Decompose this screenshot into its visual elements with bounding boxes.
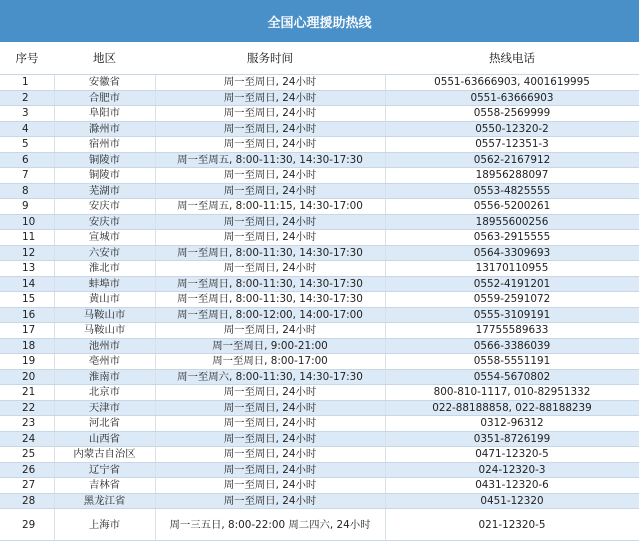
- row-number: 11: [0, 230, 54, 246]
- table-row: [0, 183, 639, 199]
- row-hotline-phone: 0553-4825555: [385, 183, 639, 199]
- row-hotline-phone: 0556-5200261: [385, 199, 639, 215]
- header-no: 序号: [0, 42, 54, 75]
- table-row: [0, 75, 639, 91]
- table-row: [0, 323, 639, 339]
- row-number: 10: [0, 214, 54, 230]
- row-service-time: 周一至周日, 24小时: [155, 400, 385, 416]
- table-row: [0, 168, 639, 184]
- row-service-time: 周一至周日, 8:00-17:00: [155, 354, 385, 370]
- row-service-time: 周一至周日, 24小时: [155, 478, 385, 494]
- row-region: 马鞍山市: [54, 307, 155, 323]
- row-hotline-phone: 17755589633: [385, 323, 639, 339]
- table-row: [0, 261, 639, 277]
- row-number: 13: [0, 261, 54, 277]
- table-row: [0, 137, 639, 153]
- table-row: [0, 478, 639, 494]
- row-number: 23: [0, 416, 54, 432]
- row-region: 宿州市: [54, 137, 155, 153]
- table-row: [0, 106, 639, 122]
- row-hotline-phone: 022-88188858, 022-88188239: [385, 400, 639, 416]
- row-region: 滁州市: [54, 121, 155, 137]
- row-service-time: 周一至周日, 24小时: [155, 447, 385, 463]
- row-region: 六安市: [54, 245, 155, 261]
- row-hotline-phone: 18955600256: [385, 214, 639, 230]
- table-row: [0, 121, 639, 137]
- row-number: 25: [0, 447, 54, 463]
- row-region: 马鞍山市: [54, 323, 155, 339]
- row-region: 山西省: [54, 431, 155, 447]
- row-service-time: 周一至周日, 24小时: [155, 214, 385, 230]
- table-row: [0, 214, 639, 230]
- table-row: [0, 292, 639, 308]
- row-number: 6: [0, 152, 54, 168]
- table-row: [0, 369, 639, 385]
- row-number: 16: [0, 307, 54, 323]
- row-region: 河北省: [54, 416, 155, 432]
- table-row: [0, 385, 639, 401]
- table-row: [0, 338, 639, 354]
- row-hotline-phone: 0554-5670802: [385, 369, 639, 385]
- row-service-time: 周一至周日, 24小时: [155, 462, 385, 478]
- header-row: [0, 42, 639, 75]
- row-hotline-phone: 0351-8726199: [385, 431, 639, 447]
- row-number: 1: [0, 75, 54, 91]
- row-region: 辽宁省: [54, 462, 155, 478]
- row-number: 2: [0, 90, 54, 106]
- row-number: 15: [0, 292, 54, 308]
- row-service-time: 周一至周六, 8:00-11:30, 14:30-17:30: [155, 369, 385, 385]
- row-service-time: 周一至周日, 24小时: [155, 261, 385, 277]
- table-row: [0, 462, 639, 478]
- row-number: 14: [0, 276, 54, 292]
- row-number: 26: [0, 462, 54, 478]
- row-region: 上海市: [54, 509, 155, 541]
- row-hotline-phone: 0558-5551191: [385, 354, 639, 370]
- row-hotline-phone: 0559-2591072: [385, 292, 639, 308]
- row-service-time: 周一至周日, 24小时: [155, 431, 385, 447]
- row-region: 安庆市: [54, 214, 155, 230]
- row-service-time: 周一至周日, 24小时: [155, 323, 385, 339]
- table-row: [0, 245, 639, 261]
- row-region: 北京市: [54, 385, 155, 401]
- row-service-time: 周一三五日, 8:00-22:00 周二四六, 24小时: [155, 509, 385, 541]
- table-row: [0, 447, 639, 463]
- row-number: 17: [0, 323, 54, 339]
- row-hotline-phone: 0312-96312: [385, 416, 639, 432]
- row-number: 5: [0, 137, 54, 153]
- row-number: 28: [0, 493, 54, 509]
- row-service-time: 周一至周日, 8:00-11:30, 14:30-17:30: [155, 276, 385, 292]
- row-service-time: 周一至周日, 24小时: [155, 168, 385, 184]
- row-number: 29: [0, 509, 54, 541]
- row-hotline-phone: 0562-2167912: [385, 152, 639, 168]
- row-hotline-phone: 0551-63666903, 4001619995: [385, 75, 639, 91]
- table-title-banner: [0, 0, 639, 42]
- row-region: 天津市: [54, 400, 155, 416]
- row-service-time: 周一至周日, 9:00-21:00: [155, 338, 385, 354]
- row-number: 4: [0, 121, 54, 137]
- row-region: 淮北市: [54, 261, 155, 277]
- row-number: 22: [0, 400, 54, 416]
- row-region: 宣城市: [54, 230, 155, 246]
- row-region: 池州市: [54, 338, 155, 354]
- page-title: 全国心理援助热线: [267, 15, 372, 31]
- row-service-time: 周一至周日, 8:00-12:00, 14:00-17:00: [155, 307, 385, 323]
- row-hotline-phone: 0451-12320: [385, 493, 639, 509]
- row-number: 27: [0, 478, 54, 494]
- row-hotline-phone: 13170110955: [385, 261, 639, 277]
- row-service-time: 周一至周日, 24小时: [155, 416, 385, 432]
- table-row: [0, 431, 639, 447]
- row-service-time: 周一至周日, 8:00-11:30, 14:30-17:30: [155, 245, 385, 261]
- row-number: 19: [0, 354, 54, 370]
- table-row: [0, 493, 639, 509]
- row-hotline-phone: 024-12320-3: [385, 462, 639, 478]
- row-region: 铜陵市: [54, 152, 155, 168]
- table-row: [0, 90, 639, 106]
- row-region: 吉林省: [54, 478, 155, 494]
- row-service-time: 周一至周日, 24小时: [155, 106, 385, 122]
- header-service-time: 服务时间: [155, 42, 385, 75]
- table-body: [0, 75, 639, 541]
- row-service-time: 周一至周五, 8:00-11:15, 14:30-17:00: [155, 199, 385, 215]
- row-region: 黑龙江省: [54, 493, 155, 509]
- row-hotline-phone: 0563-2915555: [385, 230, 639, 246]
- row-hotline-phone: 0551-63666903: [385, 90, 639, 106]
- row-region: 合肥市: [54, 90, 155, 106]
- row-region: 阜阳市: [54, 106, 155, 122]
- row-region: 内蒙古自治区: [54, 447, 155, 463]
- row-service-time: 周一至周日, 24小时: [155, 230, 385, 246]
- table-row: [0, 152, 639, 168]
- row-number: 21: [0, 385, 54, 401]
- row-region: 淮南市: [54, 369, 155, 385]
- row-hotline-phone: 021-12320-5: [385, 509, 639, 541]
- row-hotline-phone: 0557-12351-3: [385, 137, 639, 153]
- header-region: 地区: [54, 42, 155, 75]
- row-hotline-phone: 800-810-1117, 010-82951332: [385, 385, 639, 401]
- row-service-time: 周一至周日, 24小时: [155, 137, 385, 153]
- row-region: 安庆市: [54, 199, 155, 215]
- row-number: 9: [0, 199, 54, 215]
- row-number: 24: [0, 431, 54, 447]
- row-hotline-phone: 18956288097: [385, 168, 639, 184]
- table-row: [0, 400, 639, 416]
- row-number: 20: [0, 369, 54, 385]
- row-hotline-phone: 0558-2569999: [385, 106, 639, 122]
- row-hotline-phone: 0566-3386039: [385, 338, 639, 354]
- row-hotline-phone: 0564-3309693: [385, 245, 639, 261]
- hotline-table: [0, 42, 639, 541]
- table-row: [0, 307, 639, 323]
- row-hotline-phone: 0471-12320-5: [385, 447, 639, 463]
- row-hotline-phone: 0552-4191201: [385, 276, 639, 292]
- row-number: 18: [0, 338, 54, 354]
- row-hotline-phone: 0431-12320-6: [385, 478, 639, 494]
- row-service-time: 周一至周日, 24小时: [155, 90, 385, 106]
- table-row: [0, 354, 639, 370]
- row-number: 8: [0, 183, 54, 199]
- row-number: 12: [0, 245, 54, 261]
- row-hotline-phone: 0555-3109191: [385, 307, 639, 323]
- row-region: 黄山市: [54, 292, 155, 308]
- row-region: 铜陵市: [54, 168, 155, 184]
- row-hotline-phone: 0550-12320-2: [385, 121, 639, 137]
- row-service-time: 周一至周日, 8:00-11:30, 14:30-17:30: [155, 292, 385, 308]
- row-service-time: 周一至周五, 8:00-11:30, 14:30-17:30: [155, 152, 385, 168]
- table-row: [0, 199, 639, 215]
- row-service-time: 周一至周日, 24小时: [155, 121, 385, 137]
- row-service-time: 周一至周日, 24小时: [155, 75, 385, 91]
- row-service-time: 周一至周日, 24小时: [155, 385, 385, 401]
- table-row: [0, 416, 639, 432]
- row-service-time: 周一至周日, 24小时: [155, 183, 385, 199]
- row-region: 亳州市: [54, 354, 155, 370]
- row-number: 3: [0, 106, 54, 122]
- row-region: 蚌埠市: [54, 276, 155, 292]
- header-hotline-phone: 热线电话: [385, 42, 639, 75]
- table-row: [0, 276, 639, 292]
- row-region: 芜湖市: [54, 183, 155, 199]
- table-row: [0, 509, 639, 541]
- table-row: [0, 230, 639, 246]
- row-number: 7: [0, 168, 54, 184]
- row-region: 安徽省: [54, 75, 155, 91]
- row-service-time: 周一至周日, 24小时: [155, 493, 385, 509]
